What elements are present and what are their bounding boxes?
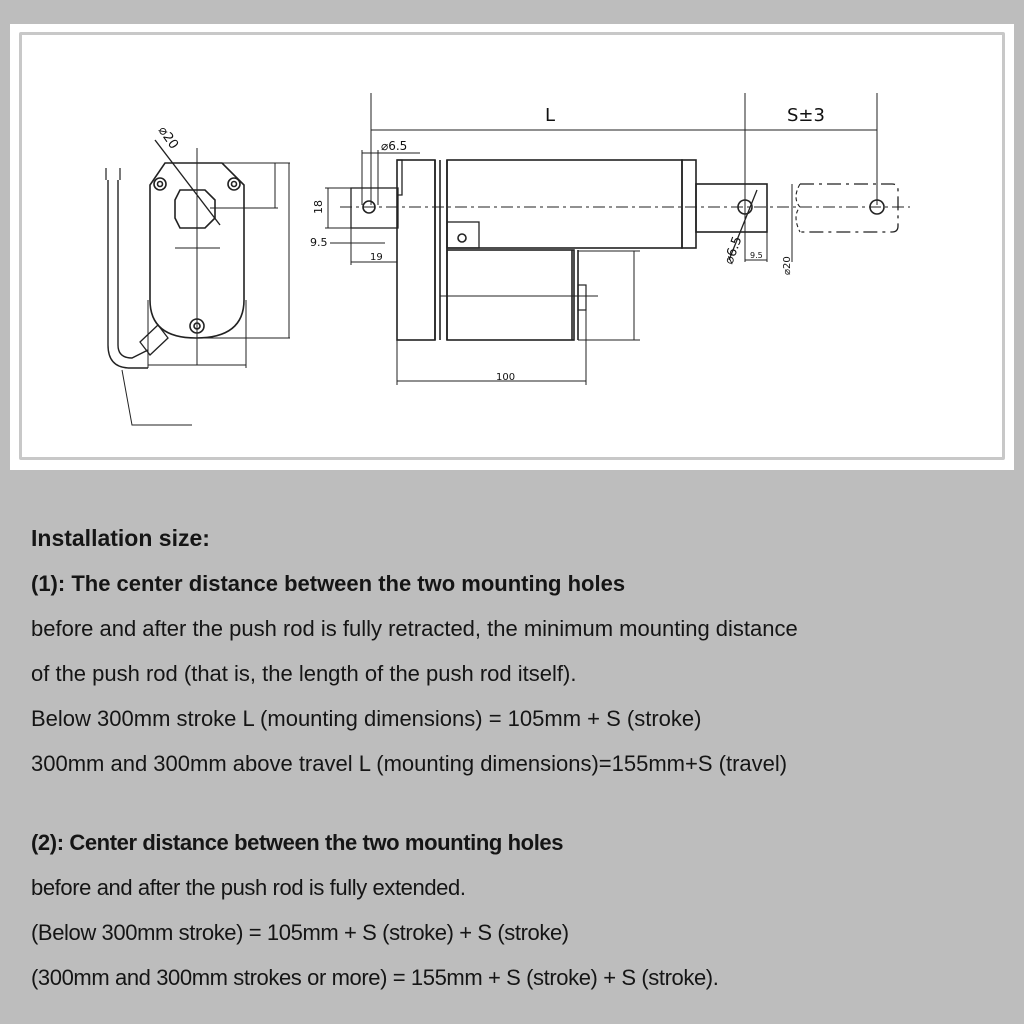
technical-drawing — [10, 24, 1014, 470]
dim-label-motor-length: 100 — [496, 372, 516, 383]
section-1-line: 300mm and 300mm above travel L (mounting dimensions)=155mm+S (travel) — [31, 751, 788, 776]
dim-label-rear-hole: ⌀6.5 — [381, 139, 408, 153]
dim-label-front-hole: ⌀6.5 — [721, 234, 746, 267]
section-2-line: (300mm and 300mm strokes or more) = 155mm + S (stroke) + S (stroke). — [31, 965, 719, 990]
dim-label-stroke: S±3 — [787, 105, 825, 126]
section-1-line: of the push rod (that is, the length of the push rod itself). — [31, 661, 577, 686]
dim-label-L: L — [545, 105, 556, 126]
installation-notes — [31, 516, 1011, 1000]
side-view — [325, 93, 898, 385]
dim-label-end-hole: ⌀20 — [154, 123, 181, 153]
dim-label-rod-end-offset: 9.5 — [750, 251, 763, 260]
end-view — [106, 140, 290, 425]
drawing-frame — [10, 24, 1014, 470]
section-2-line: before and after the push rod is fully extended. — [31, 875, 466, 900]
section-spacer — [31, 786, 1011, 820]
section-1-line: Below 300mm stroke L (mounting dimensions) = 105mm + S (stroke) — [31, 706, 702, 731]
dim-label-rod-dia: ⌀20 — [782, 256, 793, 275]
dim-label-hole-offset: 9.5 — [310, 236, 328, 249]
dim-label-bracket-height: 18 — [312, 200, 325, 214]
section-2-title: (2): Center distance between the two mounting holes — [31, 830, 564, 855]
section-1-title: (1): The center distance between the two mounting holes — [31, 571, 626, 596]
notes-heading: Installation size: — [31, 525, 210, 551]
section-2-line: (Below 300mm stroke) = 105mm + S (stroke) + S (stroke) — [31, 920, 569, 945]
dim-label-bracket-width: 19 — [370, 252, 383, 263]
section-1-line: before and after the push rod is fully retracted, the minimum mounting distance — [31, 616, 798, 641]
